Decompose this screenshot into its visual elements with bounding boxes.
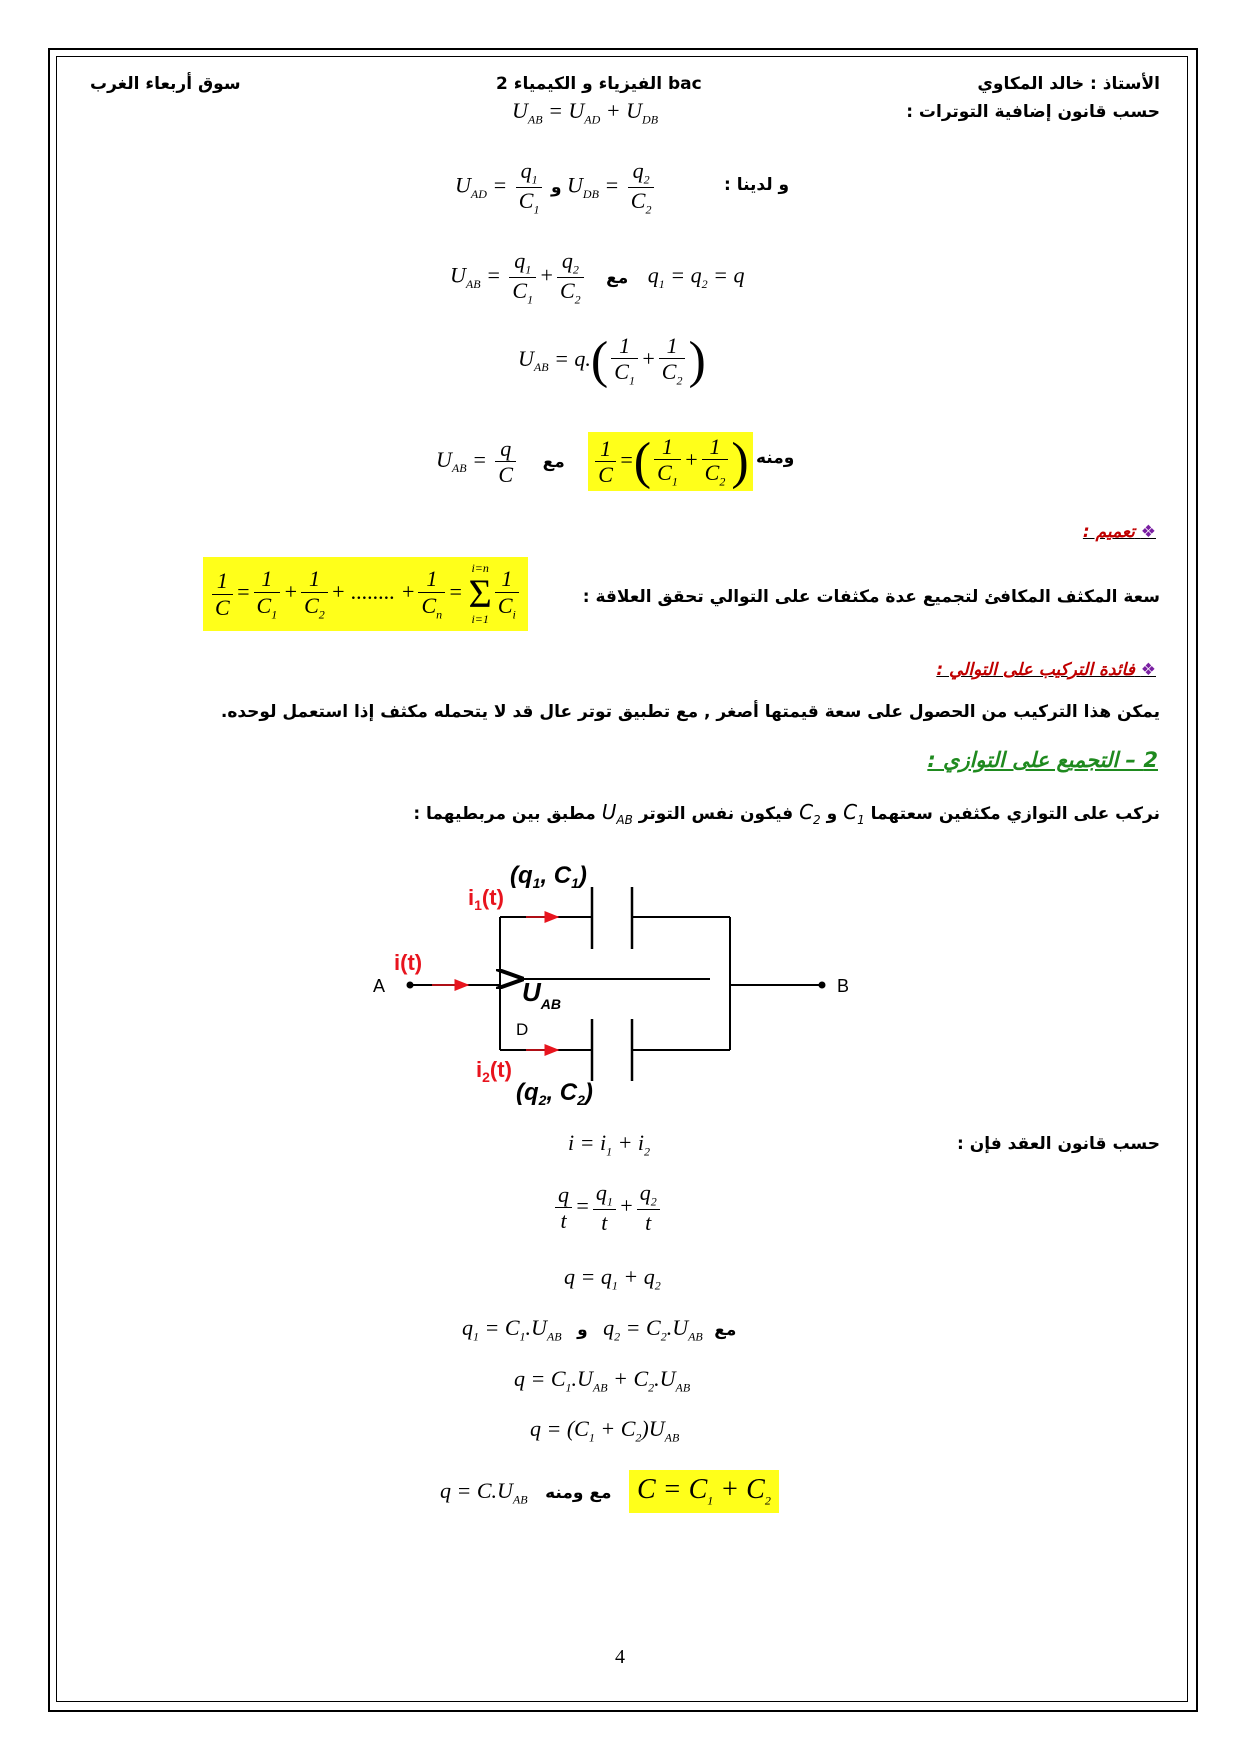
page-number: 4 bbox=[615, 1646, 625, 1668]
hence-with-words: مع ومنه bbox=[545, 1483, 612, 1503]
with-word-2: مع bbox=[542, 451, 565, 472]
generalization-title: ❖ تعميم : bbox=[1082, 522, 1156, 542]
c2-symbol: $C_2$ bbox=[799, 800, 821, 827]
generalization-title-text: تعميم : bbox=[1082, 522, 1135, 542]
parallel-title: 2 – التجميع على التوازي : bbox=[927, 748, 1158, 772]
additivity-law-label: حسب قانون إضافية التوترات : bbox=[906, 102, 1160, 122]
and-word: و bbox=[550, 177, 562, 198]
parallel-intro-start: نركب على التوازي مكثفين سعتهما bbox=[870, 804, 1160, 824]
general-series-formula: $\frac{1}{C}$ = $\frac{1}{C_1}$ + $\frac{1}{C_2}$ + ........ + $\frac{1}{C_n}$ = i=n Σ i=1 $\frac{1}{C_i}$ bbox=[203, 557, 528, 631]
parallel-intro-mid: فيكون نفس التوتر bbox=[638, 804, 794, 824]
label-b: B bbox=[837, 976, 850, 996]
eq-q-over-t: $\frac{q}{t}$ = $\frac{q_1}{t}$ + $\frac{q_2}{t}$ bbox=[552, 1180, 663, 1235]
eq-uab-factored: $U_{AB} = q$.( $\frac{1}{C_1}$ + $\frac{1}{C_2}$ ) bbox=[518, 331, 706, 389]
label-uab: $U_{AB}$ bbox=[522, 977, 562, 1012]
and-we-have-label: و لدينا : bbox=[724, 175, 790, 195]
header-teacher: الأستاذ : خالد المكاوي bbox=[977, 74, 1160, 94]
parallel-circuit-diagram bbox=[360, 845, 880, 1120]
with-word: مع bbox=[606, 267, 629, 288]
label-d: D bbox=[516, 1020, 529, 1039]
eq-q-expanded: $q = C_1.U_{AB} + C_2.U_{AB}$ bbox=[514, 1366, 691, 1395]
eq-q-sum: $q = q_1 + q_2$ bbox=[564, 1264, 661, 1293]
parallel-intro bbox=[413, 800, 1160, 827]
eq-uab-q-over-c: $U_{AB}$ = $\frac{q}{C}$ مع $\frac{1}{C}$ =( $\frac{1}{C_1}$ + $\frac{1}{C_2}$ ) bbox=[436, 432, 753, 491]
and-word-2: و bbox=[577, 1320, 588, 1340]
label-cap1: ($q_1$, $C_1$) bbox=[510, 862, 587, 891]
terminal-a-dot bbox=[407, 982, 414, 989]
eq-uab-sum: $U_{AB} = U_{AD} + U_{DB}$ bbox=[512, 98, 659, 127]
generalization-text: سعة المكثف المكافئ لتجميع عدة مكثفات على التوالي تحقق العلاقة : bbox=[582, 587, 1160, 607]
series-benefit-title: ❖ فائدة التركيب على التوالي : bbox=[936, 660, 1156, 680]
uab-symbol: $U_{AB}$ bbox=[601, 800, 633, 827]
series-benefit-text: يمكن هذا التركيب من الحصول على سعة قيمتها أصغر , مع تطبيق توتر عال قد لا يتحمله مكثف إذا استعمل لوحده. bbox=[220, 702, 1160, 722]
eq-uab-fractions: $U_{AB}$ = $\frac{q_1}{C_1}$ + $\frac{q_2}{C_2}$ مع $q_1 = q_2 = q$ bbox=[450, 248, 745, 307]
node-law-label: حسب قانون العقد فإن : bbox=[957, 1134, 1160, 1154]
header-subject: الفيزياء و الكيمياء 2 bac bbox=[496, 74, 702, 94]
label-i1: $i_1(t)$ bbox=[468, 885, 504, 913]
c1-symbol: $C_1$ bbox=[843, 800, 865, 827]
series-benefit-title-text: فائدة التركيب على التوالي : bbox=[936, 660, 1135, 680]
eq-i-sum: $i = i_1 + i_2$ bbox=[568, 1130, 651, 1159]
label-i-total: i(t) bbox=[394, 950, 423, 975]
series-capacitance-highlight: $\frac{1}{C}$ =( $\frac{1}{C_1}$ + $\frac{1}{C_2}$ ) bbox=[588, 432, 752, 491]
eq-q-final: $q = C.U_{AB}$ مع ومنه $C = C_1 + C_2$ bbox=[440, 1470, 779, 1513]
eq-q1-q2: $q_1 = C_1.U_{AB}$ و $q_2 = C_2.U_{AB}$ مع bbox=[462, 1315, 737, 1344]
hence-label: ومنه bbox=[756, 448, 795, 468]
eq-uad-udb: $U_{AD}$ = $\frac{q_1}{C_1}$ و $U_{DB}$ = $\frac{q_2}{C_2}$ bbox=[455, 158, 657, 217]
header-school: سوق أربعاء الغرب bbox=[90, 74, 241, 94]
parallel-capacitance-highlight: $C = C_1 + C_2$ bbox=[629, 1470, 779, 1513]
label-cap2: ($q_2$, $C_2$) bbox=[516, 1079, 593, 1108]
parallel-intro-end: مطبق بين مربطيهما : bbox=[413, 804, 596, 824]
with-word-3: مع bbox=[714, 1320, 737, 1340]
parallel-intro-and: و bbox=[826, 804, 838, 824]
label-a: A bbox=[373, 976, 386, 996]
label-i2: $i_2(t)$ bbox=[476, 1057, 512, 1085]
eq-q-factored: $q = (C_1 + C_2)U_{AB}$ bbox=[530, 1416, 680, 1445]
terminal-b-dot bbox=[819, 982, 826, 989]
